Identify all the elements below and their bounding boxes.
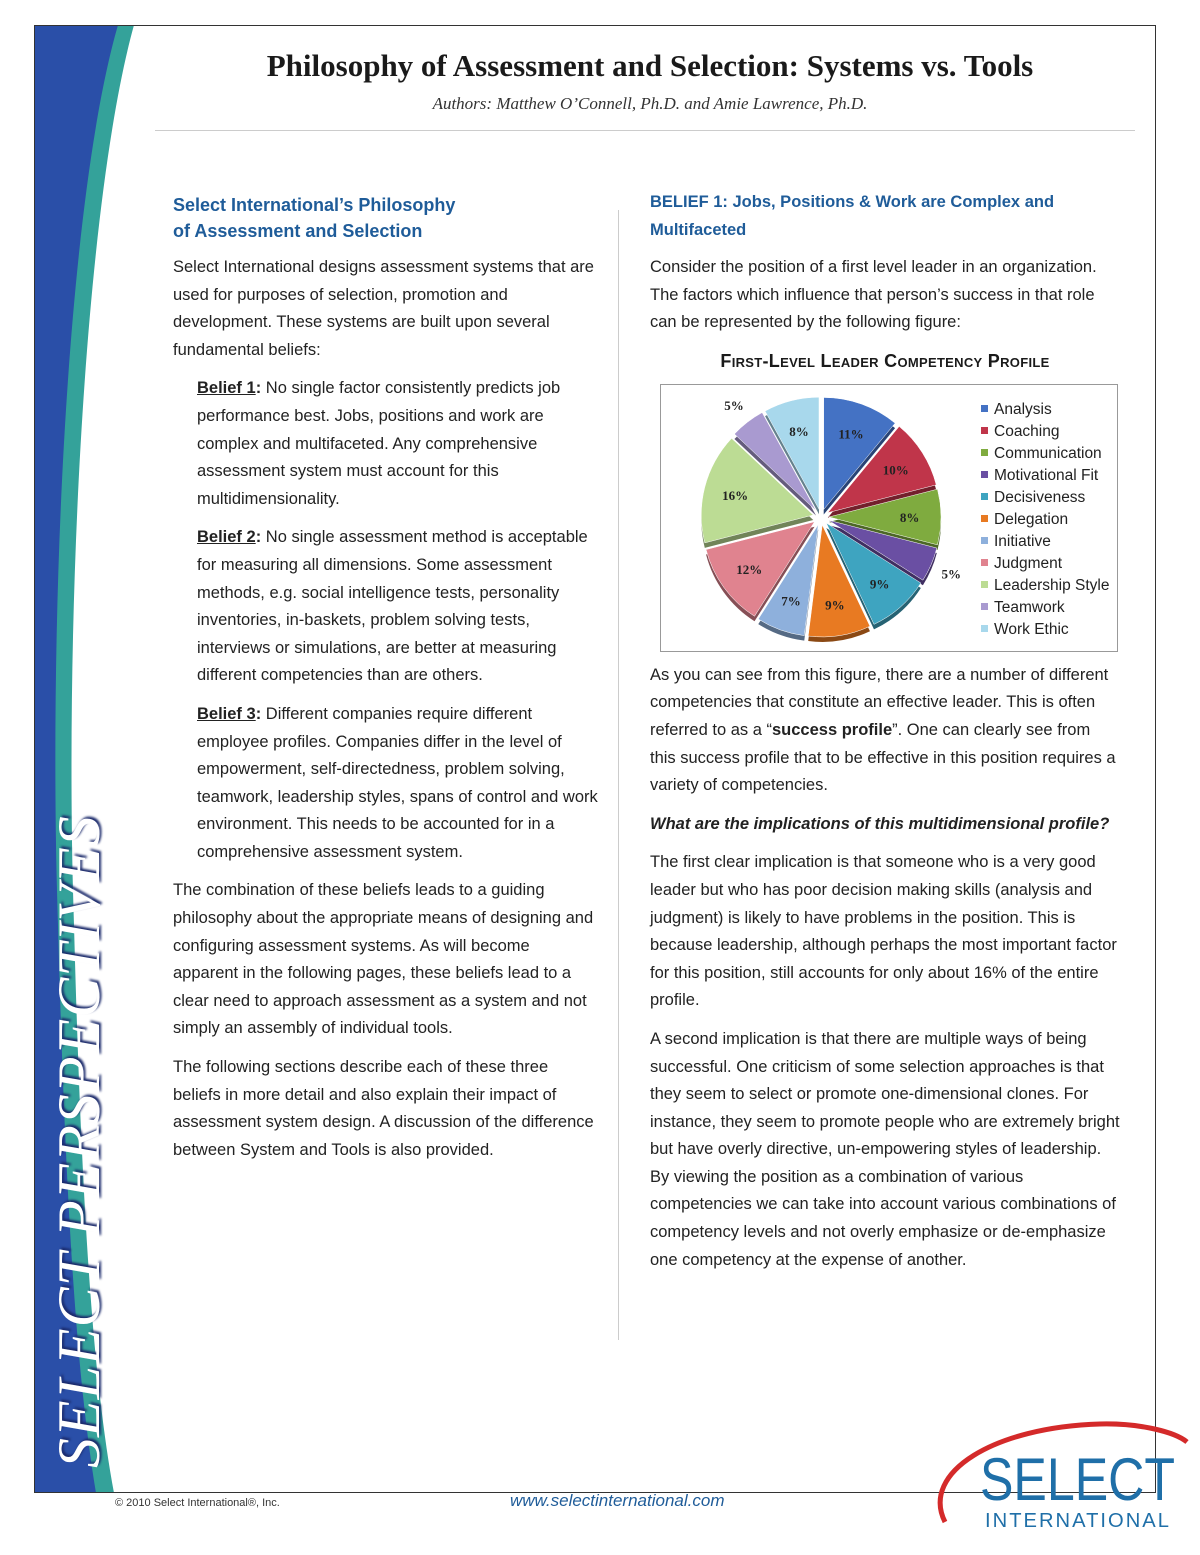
footer-copyright: © 2010 Select International®, Inc. (115, 1497, 280, 1509)
right-column (650, 188, 1120, 1285)
legend-item (981, 597, 1109, 619)
legend-swatch (981, 427, 988, 434)
legend-label: Judgment (994, 554, 1063, 572)
left-intro-paragraph: Select International designs assessment systems that are used for purposes of selection, promotion and development. These systems are built upon several fundamental beliefs: (173, 258, 594, 359)
belief-3-label: Belief 3 (197, 704, 256, 723)
legend-label: Teamwork (994, 598, 1065, 616)
pie-chart (660, 384, 1118, 652)
sidebar-brand-text: SELECT PERSPECTIVES (46, 815, 112, 1468)
combination-paragraph: The combination of these beliefs leads to a guiding philosophy about the appropriate means of designing and configuring assessment systems. As will become apparent in the following pages, these beliefs lead to a clear need to approach assessment as a system and not simply an assembly of individual tools. (173, 881, 594, 1038)
legend-label: Communication (994, 444, 1102, 462)
legend-item (981, 553, 1109, 575)
legend-item (981, 487, 1109, 509)
left-heading-line1: Select International’s Philosophy (173, 195, 456, 215)
belief-1-colon: : (255, 379, 262, 398)
pie-data-label: 10% (882, 462, 909, 478)
chart-legend (981, 399, 1109, 641)
left-section-heading (173, 192, 598, 244)
pie-data-label: 5% (941, 566, 962, 582)
pie-data-label: 8% (899, 509, 920, 525)
legend-label: Decisiveness (994, 488, 1086, 506)
legend-label: Leadership Style (994, 576, 1110, 594)
belief-3-text: Different companies require different employee profiles. Companies differ in the level of empowerment, self-directedness, problem solving, teamwork, leadership styles, spans of control and work environment. This needs to be accounted for in a comprehensive assessment system. (197, 704, 598, 861)
legend-swatch (981, 449, 988, 456)
belief-2-colon: : (255, 528, 262, 547)
belief-2 (197, 524, 598, 690)
pie-data-label: 8% (789, 423, 809, 439)
legend-item (981, 531, 1109, 553)
legend-swatch (981, 537, 988, 544)
legend-label: Initiative (994, 532, 1051, 550)
belief-2-text: No single assessment method is acceptable for measuring all dimensions. Some assessment methods, e.g. social intelligence tests, personality inventories, in-baskets, problem solving tests, interviews or simulations, are better at measuring different competencies than are others. (197, 528, 588, 685)
legend-swatch (981, 559, 988, 566)
pie-data-label: 5% (724, 397, 744, 413)
logo-word: SELECT (980, 1446, 1175, 1513)
title-divider (155, 130, 1135, 131)
legend-item (981, 465, 1109, 487)
authors-line: Authors: Matthew O’Connell, Ph.D. and Amie Lawrence, Ph.D. (432, 94, 868, 113)
following-paragraph: The following sections describe each of these three beliefs in more detail and also explain their impact of assessment system design. A discussion of the difference between System and Tools is also provided. (173, 1058, 594, 1159)
legend-item (981, 575, 1109, 597)
success-profile-text-after: ”. One can clearly see from this success profile that to be effective in this position requires a variety of competencies. (650, 720, 1116, 795)
legend-label: Motivational Fit (994, 466, 1099, 484)
legend-swatch (981, 515, 988, 522)
belief-3 (197, 701, 598, 867)
legend-item (981, 509, 1109, 531)
belief-1 (197, 375, 598, 513)
legend-label: Analysis (994, 400, 1052, 418)
pie-data-label: 16% (722, 487, 749, 503)
legend-item (981, 443, 1109, 465)
belief-1-label: Belief 1 (197, 379, 256, 398)
column-divider (618, 210, 619, 1340)
pie-data-label: 7% (781, 593, 801, 609)
success-profile-paragraph (650, 662, 1120, 800)
legend-swatch (981, 405, 988, 412)
legend-swatch (981, 493, 988, 500)
belief-1-text: No single factor consistently predicts job performance best. Jobs, positions and work are complex and multifaceted. Any comprehensive assessment system must account for this multidimensionality. (197, 379, 561, 508)
legend-item (981, 421, 1109, 443)
legend-swatch (981, 603, 988, 610)
legend-label: Delegation (994, 510, 1069, 528)
pie-data-label: 12% (736, 561, 763, 577)
legend-item (981, 619, 1109, 641)
success-profile-bold: success profile (771, 720, 893, 739)
left-column (173, 192, 598, 1175)
legend-item (981, 399, 1109, 421)
pie-data-label: 9% (825, 597, 845, 613)
legend-swatch (981, 625, 988, 632)
belief-3-colon: : (255, 704, 262, 723)
chart-title: First-Level Leader Competency Profile (720, 350, 1050, 371)
pie-data-label: 9% (869, 576, 890, 592)
pie-data-label: 11% (838, 426, 864, 442)
legend-swatch (981, 581, 988, 588)
footer-url-link[interactable]: www.selectinternational.com (510, 1491, 725, 1510)
left-heading-line2: of Assessment and Selection (173, 221, 423, 241)
belief-2-label: Belief 2 (197, 528, 256, 547)
first-implication-paragraph: The first clear implication is that someone who is a very good leader but who has poor decision making skills (analysis and judgment) is likely to have problems in the position. This is because leadership, although perhaps the most important factor for this position, still accounts for only about 16% of the entire profile. (650, 853, 1117, 1010)
second-implication-paragraph: A second implication is that there are multiple ways of being successful. One criticism of some selection approaches is that they seem to select or promote one-dimensional clones. For instance, they seem to promote people who are extremely bright but have overly directive, un-empowering styles of leadership. By viewing the position as a combination of various competencies we can take into account various combinations of competency levels and not overly emphasize or de-emphasize one competency at the expense of another. (650, 1029, 1120, 1269)
pie-chart-svg (661, 385, 981, 651)
implications-question: What are the implications of this multidimensional profile? (650, 814, 1110, 833)
right-section-heading: BELIEF 1: Jobs, Positions & Work are Complex and Multifaceted (650, 193, 1055, 239)
right-intro-paragraph: Consider the position of a first level leader in an organization. The factors which influence that person’s success in that role can be represented by the following figure: (650, 258, 1097, 332)
select-international-logo (925, 1412, 1193, 1552)
legend-label: Coaching (994, 422, 1060, 440)
success-profile-text-before: As you can see from this figure, there are a number of different competencies that constitute an effective leader. This is often referred to as a “ (650, 665, 1109, 739)
legend-label: Work Ethic (994, 620, 1069, 638)
logo-sub: INTERNATIONAL (985, 1510, 1171, 1532)
page-title: Philosophy of Assessment and Selection: Systems vs. Tools (266, 48, 1034, 83)
legend-swatch (981, 471, 988, 478)
